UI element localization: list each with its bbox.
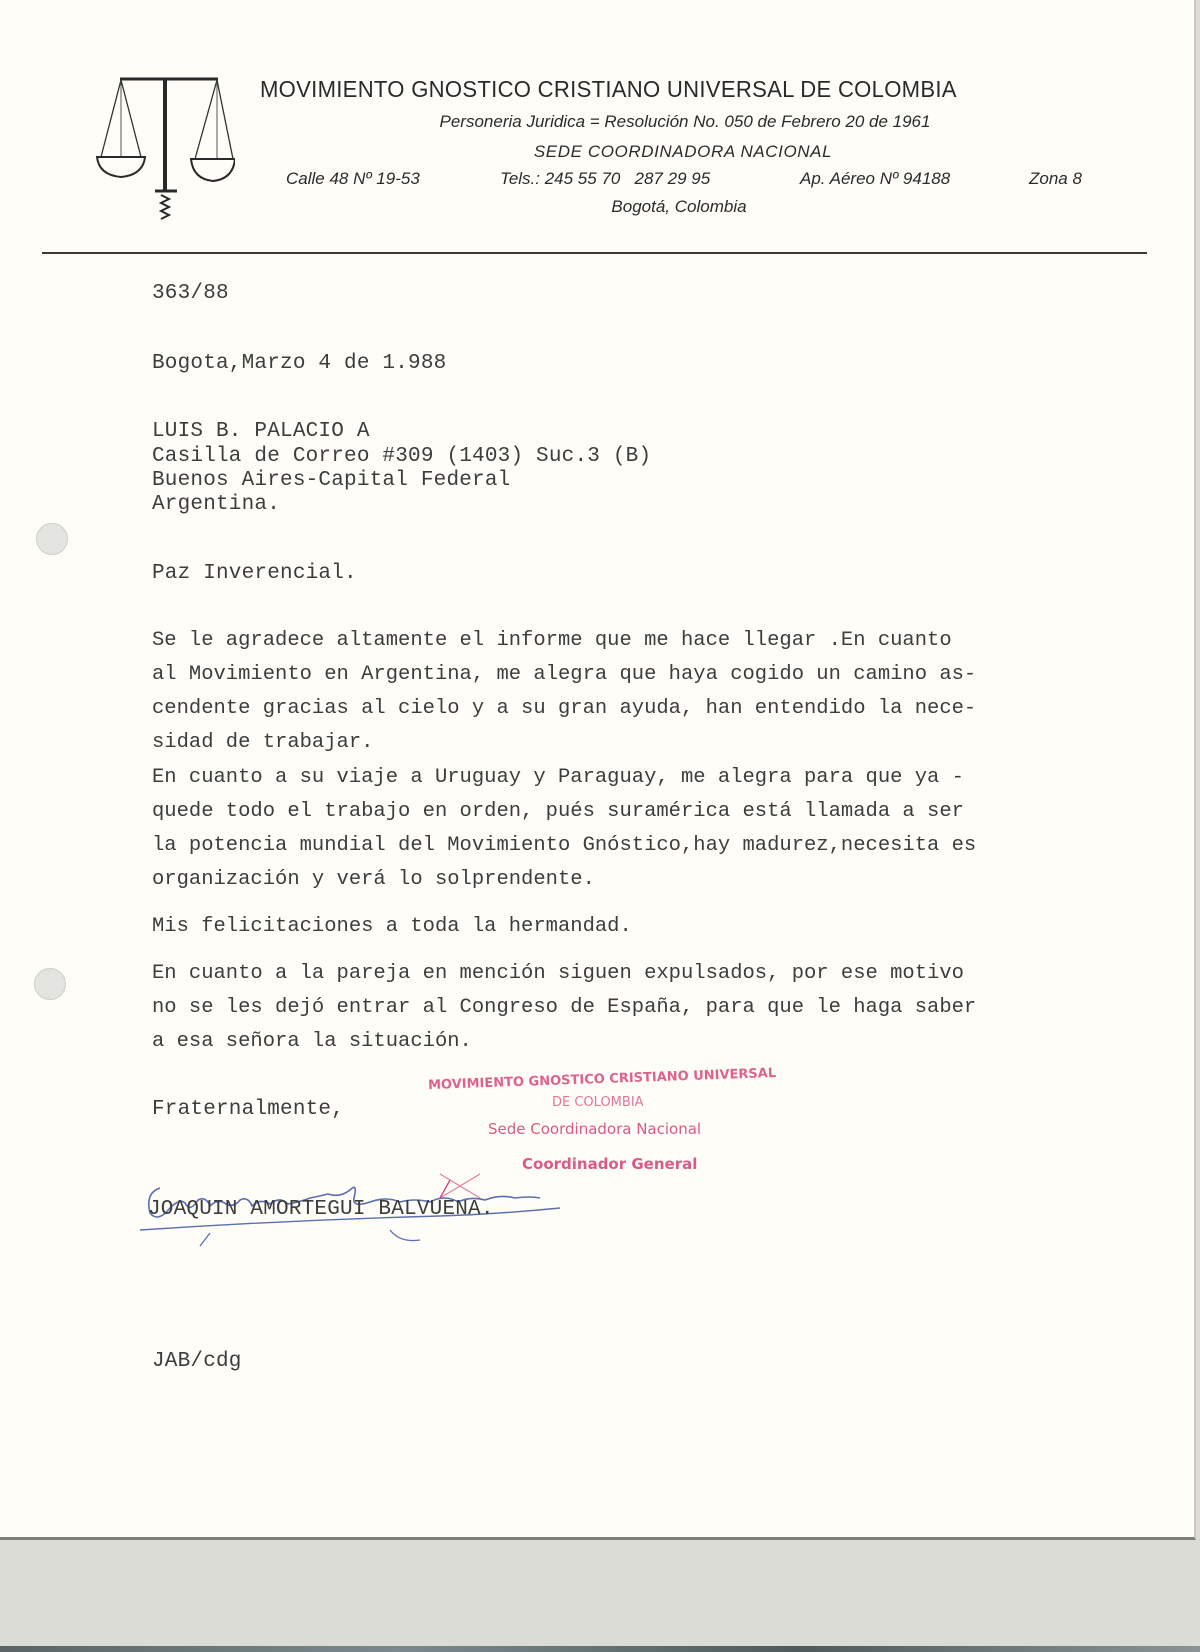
body-line: quede todo el trabajo en orden, pués suramérica está llamada a ser [152,800,964,823]
zone: Zona 8 [1029,169,1082,188]
body-line: cendente gracias al cielo y a su gran ayuda, han entendido la nece- [152,697,977,720]
stamp-line: Sede Coordinadora Nacional [488,1120,702,1138]
body-line: al Movimiento en Argentina, me alegra que haya cogido un camino as- [152,663,977,686]
punch-hole [36,523,68,555]
scanner-edge [0,1646,1200,1652]
salutation: Paz Inverencial. [152,562,357,585]
signatory-name: JOAQUIN AMORTEGUI BALVUENA. [148,1198,494,1221]
organization-name: MOVIMIENTO GNOSTICO CRISTIANO UNIVERSAL DE COLOMBIA [260,76,957,102]
city: Bogotá, Colombia [611,197,747,216]
letterhead-divider [42,252,1147,254]
body-line: En cuanto a la pareja en mención siguen expulsados, por ese motivo [152,962,964,985]
body-line: Mis felicitaciones a toda la hermandad. [152,915,632,938]
letter-date: Bogota,Marzo 4 de 1.988 [152,352,447,375]
body-line: organización y verá lo solprendente. [152,868,595,891]
recipient-line: Casilla de Correo #309 (1403) Suc.3 (B) [152,445,652,468]
body-line: Se le agradece altamente el informe que me hace llegar .En cuanto [152,629,952,652]
stamp-line: DE COLOMBIA [552,1095,644,1110]
recipient-line: Buenos Aires-Capital Federal [152,469,511,492]
office-name: SEDE COORDINADORA NACIONAL [533,142,833,161]
recipient-line: Argentina. [152,493,281,516]
stamp-line: MOVIMIENTO GNOSTICO CRISTIANO UNIVERSAL [427,1065,777,1094]
closing: Fraternalmente, [152,1098,345,1121]
punch-hole [34,968,66,1000]
body-line: la potencia mundial del Movimiento Gnóstico,hay madurez,necesita es [152,834,977,857]
typist-initials: JAB/cdg [152,1350,242,1373]
stamp-line: Coordinador General [522,1155,698,1173]
body-line: En cuanto a su viaje a Uruguay y Paraguay, me alegra para que ya - [152,766,964,789]
recipient-line: LUIS B. PALACIO A [152,420,370,443]
body-line: no se les dejó entrar al Congreso de España, para que le haga saber [152,996,977,1019]
body-line: a esa señora la situación. [152,1030,472,1053]
po-box: Ap. Aéreo Nº 94188 [800,169,951,188]
legal-registration: Personeria Juridica = Resolución No. 050 de Febrero 20 de 1961 [439,112,931,131]
reference-number: 363/88 [152,282,229,305]
address: Calle 48 Nº 19-53 [286,169,420,188]
body-line: sidad de trabajar. [152,731,374,754]
phones: Tels.: 245 55 70 287 29 95 [500,169,711,188]
